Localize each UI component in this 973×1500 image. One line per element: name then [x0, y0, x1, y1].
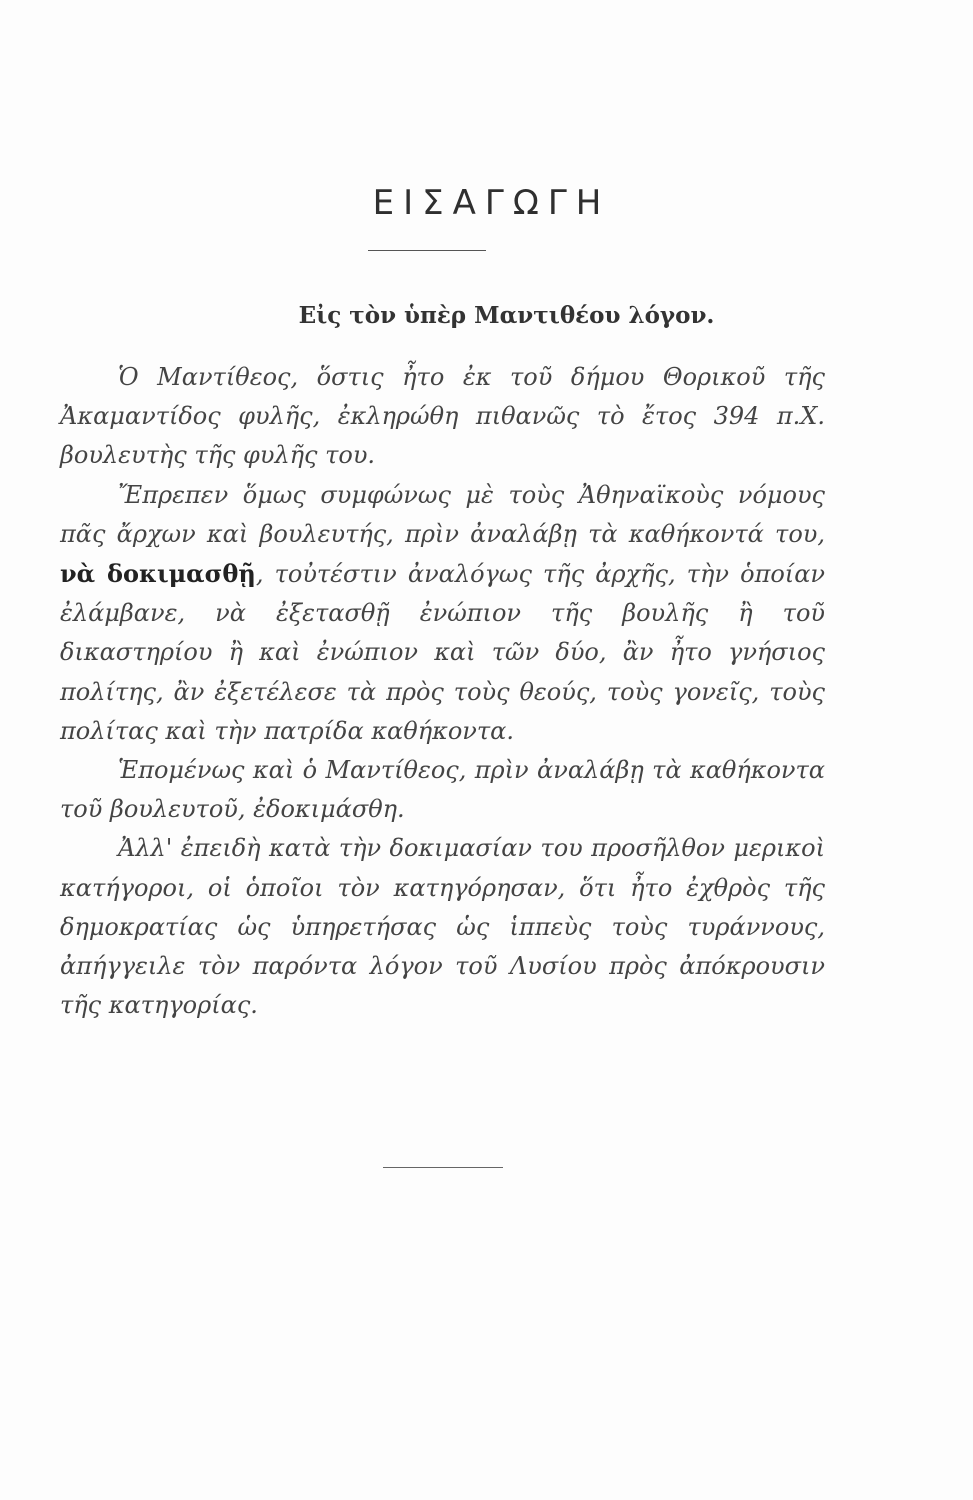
chapter-title: ΕΙΣΑΓΩΓΗ — [372, 183, 611, 223]
paragraph-2-end: , τοὐτέστιν ἀναλόγως τῆς ἀρχῆς, τὴν ὁποίαν ἐλάμβανε, νὰ ἐξετασθῇ ἐνώπιον τῆς βουλῆς ἢ τοῦ δικαστηρίου ἢ καὶ ἐνώπιον καὶ τῶν δύο, ἂν ἦτο γνήσιος πολίτης, ἂν ἐξετέλεσε τὰ πρὸς τοὺς θεούς, τοὺς γονεῖς, τοὺς πολίτας καὶ τὴν πατρίδα καθήκοντα. — [60, 560, 826, 745]
paragraph-2 — [60, 476, 825, 751]
paragraph-3: Ἑπομένως καὶ ὁ Μαντίθεος, πρὶν ἀναλάβῃ τὰ καθήκοντα τοῦ βουλευτοῦ, ἐδοκιμάσθη. — [60, 756, 825, 824]
paragraph-2-start: Ἔπρεπεν ὅμως συμφώνως μὲ τοὺς Ἀθηναϊκοὺς νόμους πᾶς ἄρχων καὶ βουλευτής, πρὶν ἀναλάβῃ τὰ καθήκοντά του, — [60, 480, 825, 548]
emphasis-dokimasthe: νὰ δοκιμασθῇ — [60, 559, 256, 589]
paragraph-1: Ὁ Μαντίθεος, ὅστις ἦτο ἐκ τοῦ δήμου Θορικοῦ τῆς Ἀκαμαντίδος φυλῆς, ἐκληρώθη πιθανῶς τὸ ἔτος 394 π.Χ. βουλευτὴς τῆς φυλῆς του. — [60, 363, 825, 470]
title-rule — [368, 250, 486, 251]
section-subtitle: Εἰς τὸν ὑπὲρ Μαντιθέου λόγον. — [298, 302, 715, 329]
end-rule — [383, 1167, 503, 1168]
body-text — [60, 358, 825, 1025]
paragraph-4: Ἀλλ' ἐπειδὴ κατὰ τὴν δοκιμασίαν του προσῆλθον μερικοὶ κατήγοροι, οἱ ὁποῖοι τὸν κατηγόρησαν, ὅτι ἦτο ἐχθρὸς τῆς δημοκρατίας ὡς ὑπηρετήσας ὡς ἱππεὺς τοὺς τυράννους, ἀπήγγειλε τὸν παρόντα λόγον τοῦ Λυσίου πρὸς ἀπόκρουσιν τῆς κατηγορίας. — [60, 834, 825, 1020]
